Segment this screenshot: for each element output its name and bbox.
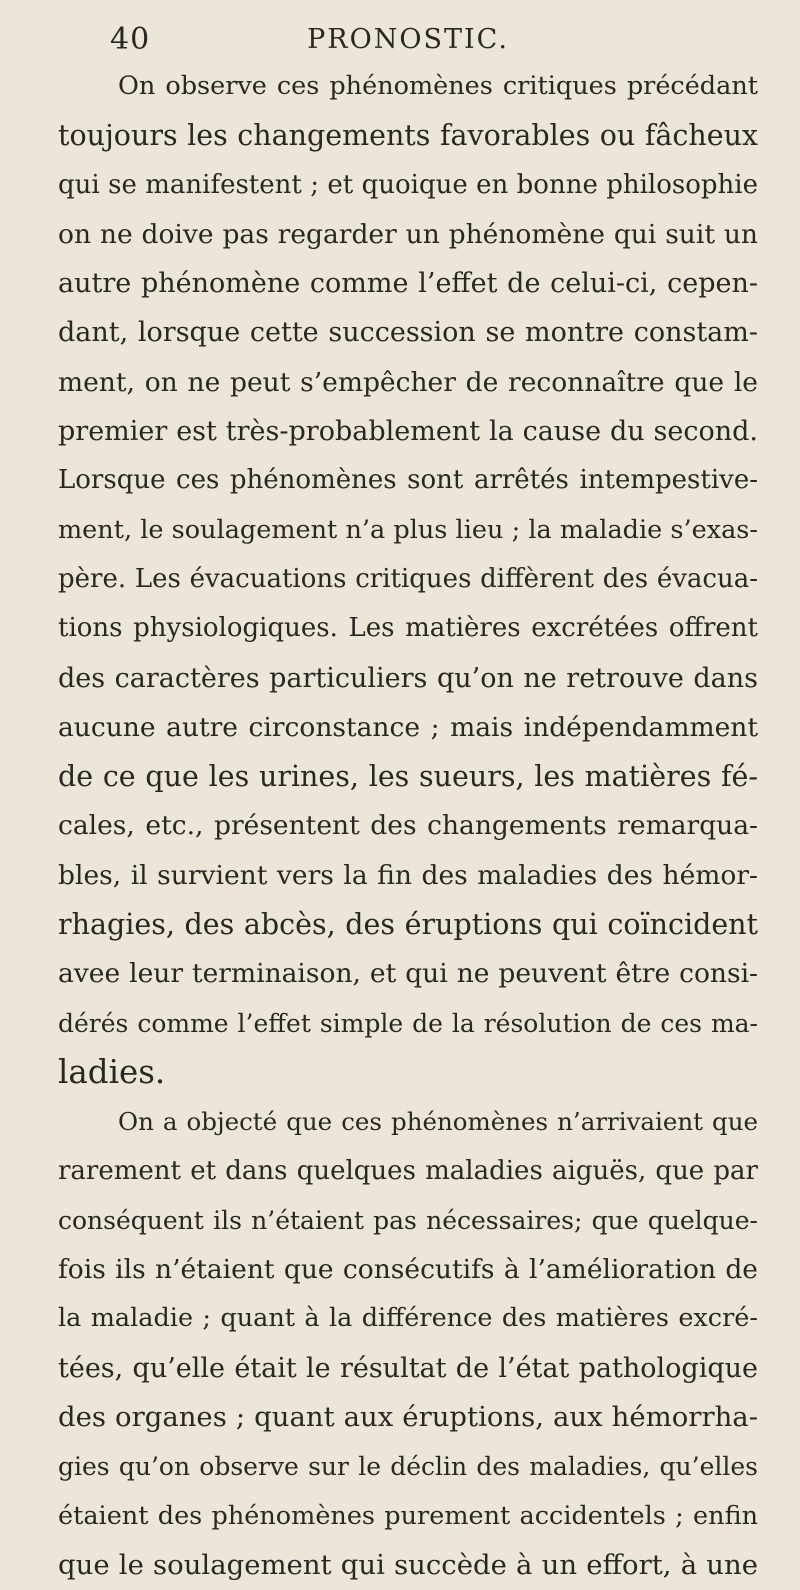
text-line: étaient des phénomènes purement accidentels ; enfin — [58, 1500, 758, 1531]
text-line: ment, on ne peut s’empêcher de reconnaître que le — [58, 366, 758, 398]
text-line: toujours les changements favorables ou fâcheux — [58, 119, 758, 153]
text-line: que le soulagement qui succède à un effort, à une — [58, 1548, 758, 1581]
text-line: ladies. — [58, 1052, 166, 1091]
text-line: rarement et dans quelques maladies aiguës, que par — [58, 1155, 758, 1186]
text-line: autre phénomène comme l’effet de celui-ci, cepen- — [58, 268, 758, 300]
text-line: ment, le soulagement n’a plus lieu ; la maladie s’exas- — [58, 514, 758, 545]
text-line: la maladie ; quant à la différence des matières excré- — [58, 1303, 758, 1334]
text-line: des caractères particuliers qu’on ne retrouve dans — [58, 662, 758, 694]
running-head — [58, 0, 758, 58]
running-title: PRONOSTIC. — [307, 24, 509, 55]
text-line: dant, lorsque cette succession se montre constam- — [58, 317, 758, 349]
text-line: tées, qu’elle était le résultat de l’état pathologique — [58, 1352, 758, 1384]
text-line: qui se manifestent ; et quoique en bonne philosophie — [58, 169, 758, 200]
text-line: fois ils n’étaient que consécutifs à l’amélioration de — [58, 1254, 758, 1286]
body-text — [58, 62, 758, 1590]
text-line: des organes ; quant aux éruptions, aux hémorrha- — [58, 1401, 758, 1434]
text-line: gies qu’on observe sur le déclin des maladies, qu’elles — [58, 1452, 758, 1482]
text-line: aucune autre circonstance ; mais indépendamment — [58, 711, 758, 743]
text-line: bles, il survient vers la fin des maladies des hémor- — [58, 859, 758, 891]
text-line: avee leur terminaison, et qui ne peuvent être consi- — [58, 958, 758, 990]
text-line: rhagies, des abcès, des éruptions qui coïncident — [58, 908, 758, 942]
text-line: Lorsque ces phénomènes sont arrêtés intempestive- — [58, 465, 758, 496]
text-line: conséquent ils n’étaient pas nécessaires; que quelque- — [58, 1205, 758, 1235]
text-line: tions physiologiques. Les matières excrétées offrent — [58, 613, 758, 644]
text-line: père. Les évacuations critiques diffèrent des évacua- — [58, 563, 758, 594]
page-number: 40 — [110, 22, 151, 57]
text-line: On observe ces phénomènes critiques précédant — [118, 71, 758, 101]
text-line: on ne doive pas regarder un phénomène qui suit un — [58, 218, 758, 250]
text-line: On a objecté que ces phénomènes n’arrivaient que — [118, 1107, 758, 1137]
text-line: premier est très-probablement la cause du second. — [58, 416, 758, 448]
text-line: de ce que les urines, les sueurs, les matières fé- — [58, 760, 758, 794]
text-line: cales, etc., présentent des changements remarqua- — [58, 810, 758, 842]
text-line: dérés comme l’effet simple de la résolution de ces ma- — [58, 1008, 758, 1038]
